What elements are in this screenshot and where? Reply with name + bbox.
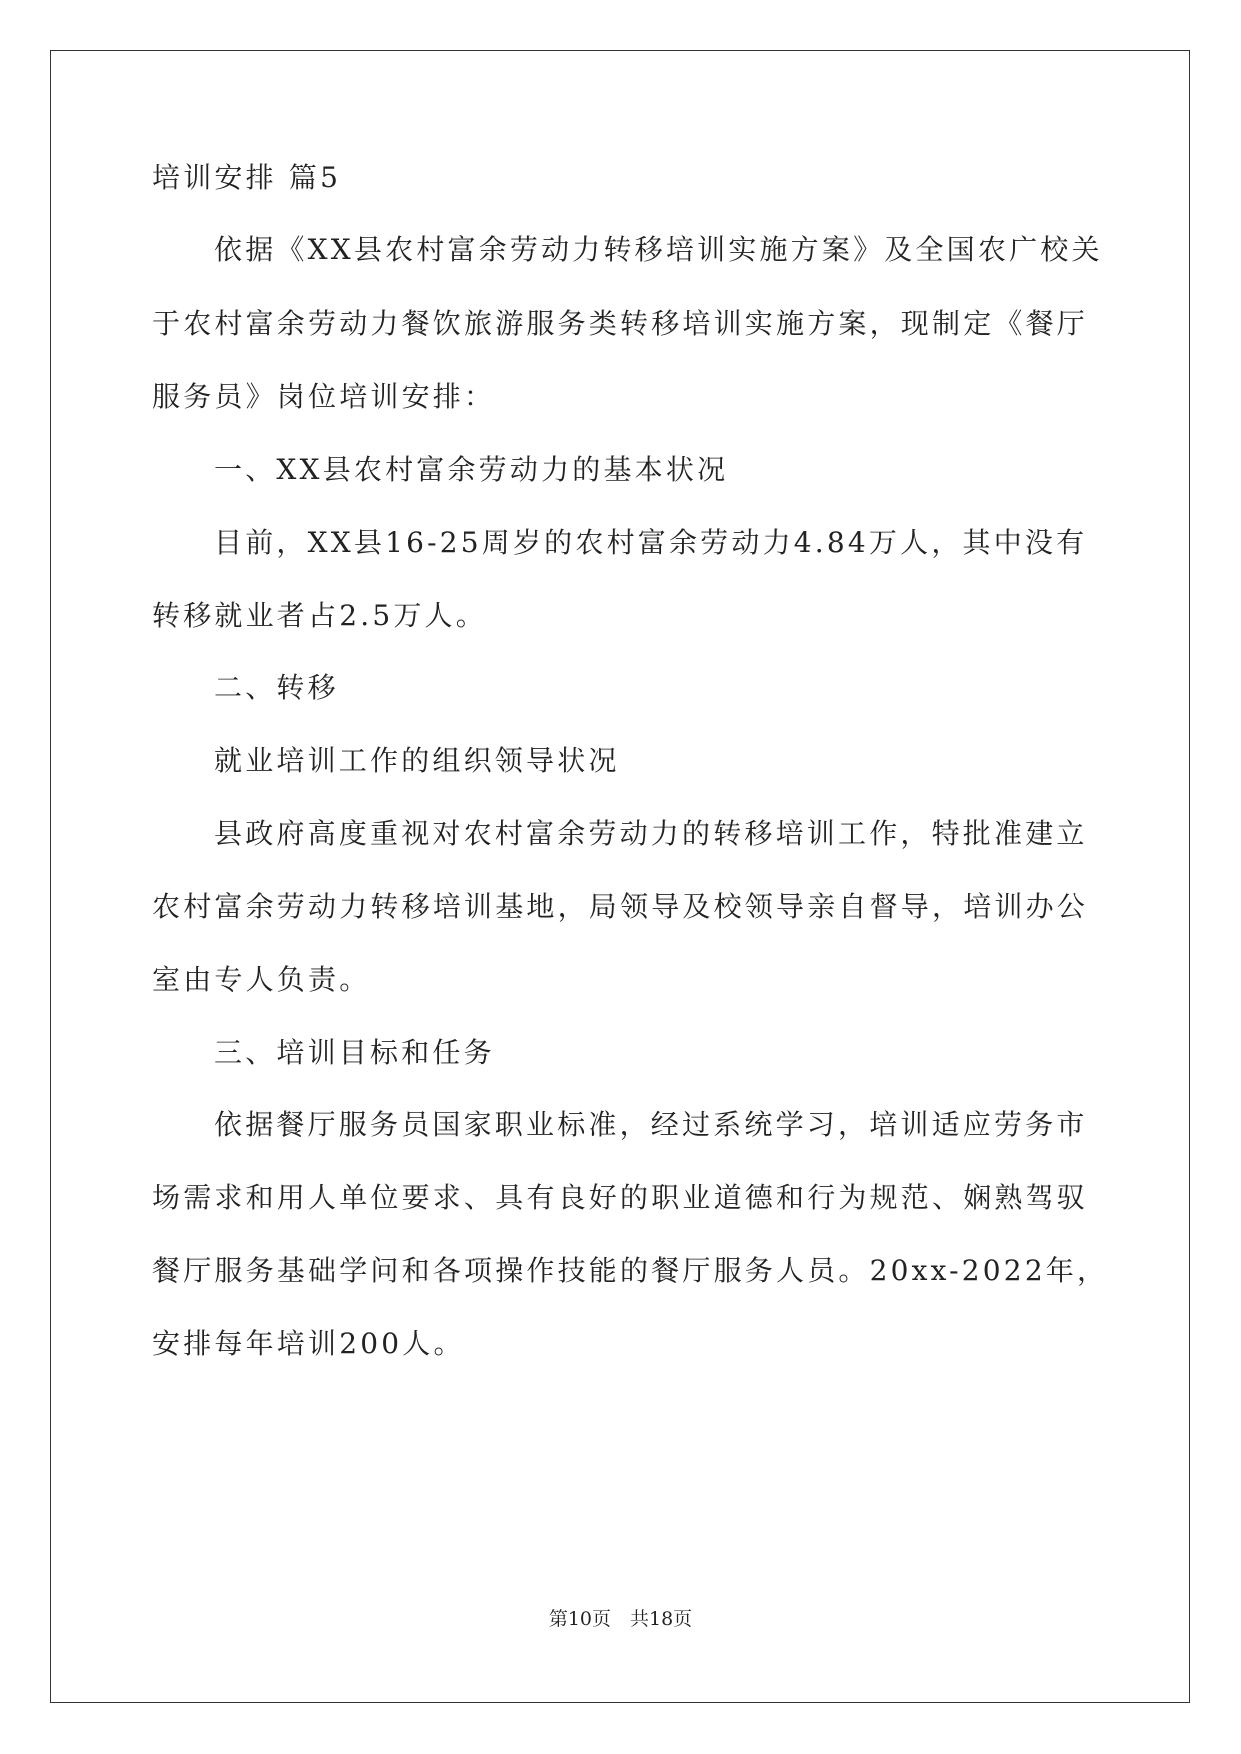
paragraph-line: 目前，XX县16-25周岁的农村富余劳动力4.84万人，其中没有 [214, 526, 1088, 559]
paragraph-line: 安排每年培训200人。 [152, 1327, 465, 1360]
paragraph-line: 县政府高度重视对农村富余劳动力的转移培训工作，特批准建立 [214, 817, 1088, 850]
paragraph-line: 依据《XX县农村富余劳动力转移培训实施方案》及全国农广校关 [214, 233, 1103, 266]
section-heading: 一、XX县农村富余劳动力的基本状况 [214, 453, 729, 486]
paragraph-line: 服务员》岗位培训安排： [152, 380, 496, 413]
section-title: 培训安排 篇5 [152, 161, 342, 194]
page-border [50, 50, 1190, 1703]
section-heading: 二、转移 [214, 671, 339, 704]
paragraph-line: 农村富余劳动力转移培训基地，局领导及校领导亲自督导，培训办公 [152, 890, 1089, 923]
section-heading: 三、培训目标和任务 [214, 1036, 495, 1069]
paragraph-line: 于农村富余劳动力餐饮旅游服务类转移培训实施方案，现制定《餐厅 [152, 307, 1089, 340]
paragraph-line: 室由专人负责。 [152, 963, 371, 996]
page-number-footer: 第10页 共18页 [548, 1608, 693, 1630]
paragraph-line: 场需求和用人单位要求、具有良好的职业道德和行为规范、娴熟驾驭 [152, 1181, 1089, 1214]
paragraph-line: 依据餐厅服务员国家职业标准，经过系统学习，培训适应劳务市 [214, 1108, 1088, 1141]
paragraph-line: 就业培训工作的组织领导状况 [214, 744, 620, 777]
paragraph-line: 转移就业者占2.5万人。 [152, 599, 487, 632]
paragraph-line: 餐厅服务基础学问和各项操作技能的餐厅服务人员。20xx-2022年， [152, 1254, 1109, 1287]
